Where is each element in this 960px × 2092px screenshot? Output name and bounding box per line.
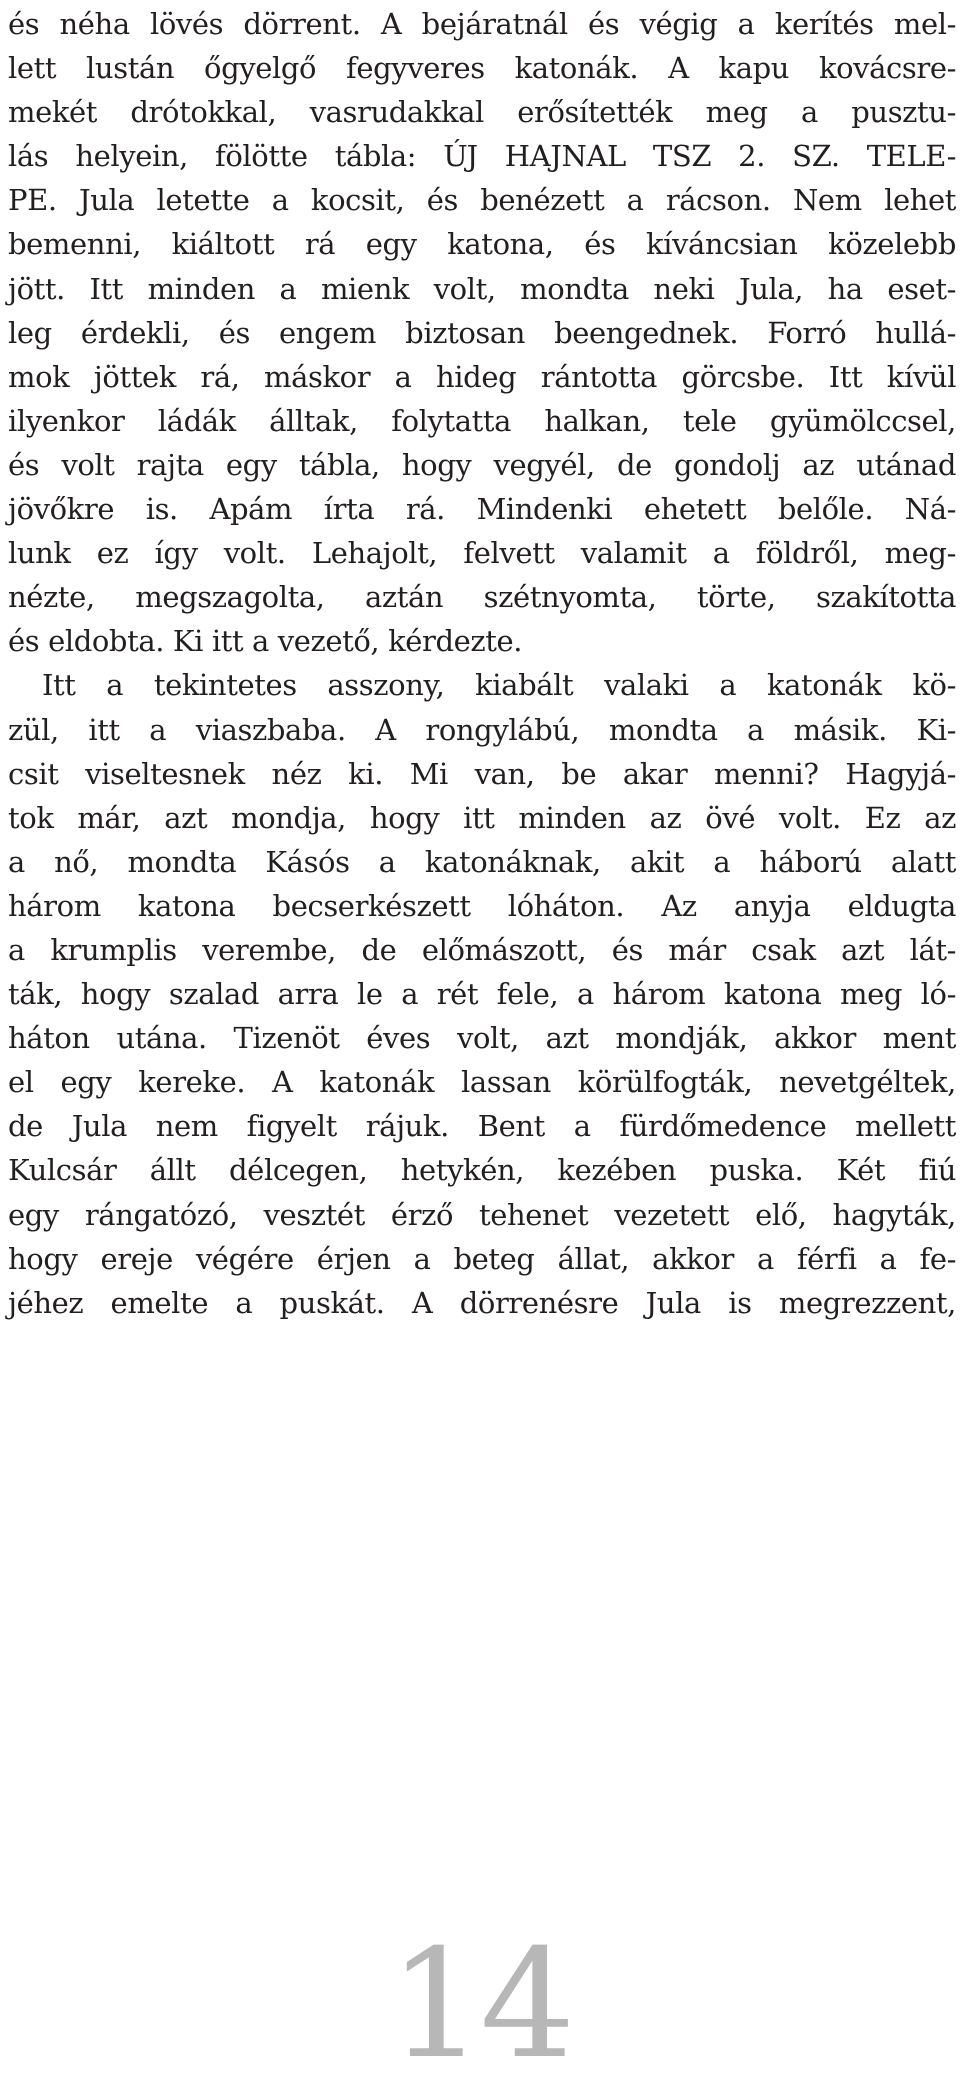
text-line: lás helyein, fölötte tábla: ÚJ HAJNAL TSZ 2. SZ. TELE- (8, 139, 956, 174)
text-line: zül, itt a viaszbaba. A rongylábú, mondta a másik. Ki- (8, 712, 956, 747)
text-line: mok jöttek rá, máskor a hideg rántotta görcsbe. Itt kívül (8, 359, 956, 394)
text-line: nézte, megszagolta, aztán szétnyomta, törte, szakította (8, 580, 956, 615)
page-number: 14 (388, 1918, 572, 2092)
text-line: PE. Jula letette a kocsit, és benézett a rácson. Nem lehet (8, 183, 956, 218)
text-line: és néha lövés dörrent. A bejáratnál és végig a kerítés mel- (8, 7, 956, 41)
text-line: el egy kereke. A katonák lassan körülfogták, nevetgéltek, (8, 1065, 956, 1100)
text-line: három katona becserkészett lóháton. Az anyja eldugta (8, 888, 956, 923)
text-line: mekét drótokkal, vasrudakkal erősítették meg a pusztu- (8, 95, 956, 130)
text-line: Kulcsár állt délcegen, hetykén, kezében puska. Két fiú (8, 1153, 956, 1188)
text-line: lunk ez így volt. Lehajolt, felvett valamit a földről, meg- (8, 536, 956, 571)
text-line: a nő, mondta Kásós a katonáknak, akit a háború alatt (8, 844, 956, 879)
paragraph-end-line: és eldobta. Ki itt a vezető, kérdezte. (8, 624, 523, 659)
text-line: jövőkre is. Apám írta rá. Mindenki ehetett belőle. Ná- (8, 492, 956, 527)
text-line: lett lustán őgyelgő fegyveres katonák. A kapu kovácsre- (8, 51, 956, 86)
text-line: leg érdekli, és engem biztosan beengednek. Forró hullá- (8, 315, 956, 350)
text-line: háton utána. Tizenöt éves volt, azt mondják, akkor ment (8, 1021, 956, 1056)
text-line: de Jula nem figyelt rájuk. Bent a fürdőmedence mellett (8, 1109, 956, 1144)
text-line: és volt rajta egy tábla, hogy vegyél, de gondolj az utánad (8, 447, 956, 482)
paragraph-start-line: Itt a tekintetes asszony, kiabált valaki a katonák kö- (42, 668, 956, 703)
text-line: csit viseltesnek néz ki. Mi van, be akar menni? Hagyjá- (8, 756, 956, 791)
text-line: bemenni, kiáltott rá egy katona, és kíváncsian közelebb (8, 227, 956, 262)
body-text (8, 2, 956, 1325)
text-line: ilyenkor ládák álltak, folytatta halkan, tele gyümölccsel, (8, 403, 956, 438)
text-line: a krumplis verembe, de előmászott, és már csak azt lát- (8, 932, 956, 967)
text-line: tok már, azt mondja, hogy itt minden az övé volt. Ez az (8, 800, 956, 835)
text-line: hogy ereje végére érjen a beteg állat, akkor a férfi a fe- (8, 1241, 956, 1276)
text-line: egy rángatózó, vesztét érző tehenet vezetett elő, hagyták, (8, 1197, 956, 1232)
text-line: jéhez emelte a puskát. A dörrenésre Jula is megrezzent, (8, 1285, 956, 1320)
text-line: ták, hogy szalad arra le a rét fele, a három katona meg ló- (8, 977, 956, 1012)
text-line: jött. Itt minden a mienk volt, mondta neki Jula, ha eset- (8, 271, 956, 306)
